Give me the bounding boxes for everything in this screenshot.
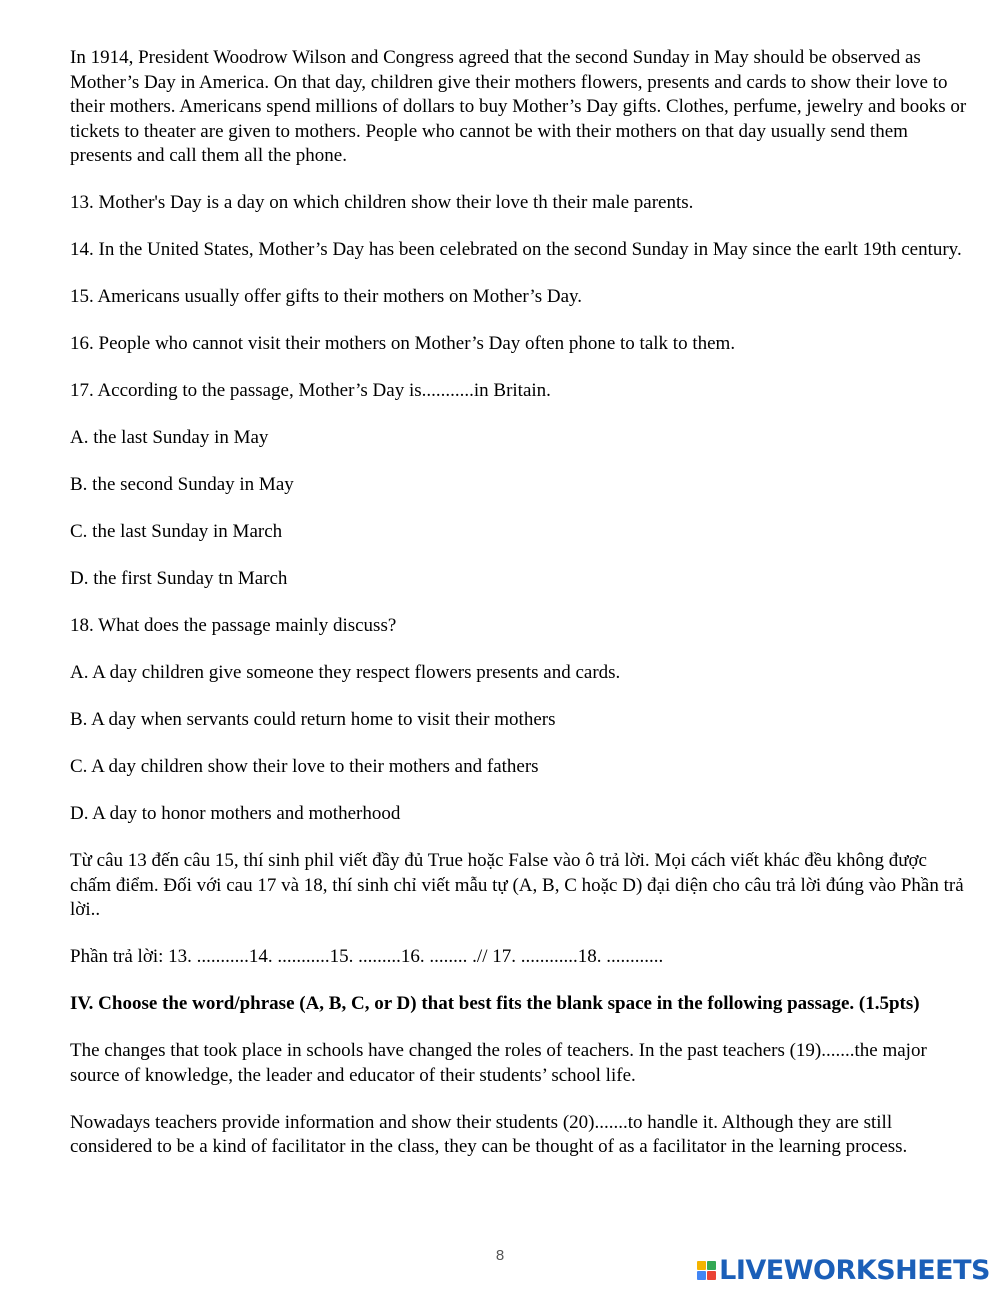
question-18-option-b: B. A day when servants could return home to visit their mothers xyxy=(70,709,556,730)
liveworksheets-logo xyxy=(697,1255,990,1286)
question-13: 13. Mother's Day is a day on which children show their love th their male parents. xyxy=(70,192,694,213)
logo-block xyxy=(707,1271,716,1280)
instructions-text: Từ câu 13 đến câu 15, thí sinh phil viết đầy đủ True hoặc False vào ô trả lời. Mọi cách viết khác đều không được chấm điểm. Đối với cau 17 và 18, thí sinh chỉ viết mẫu tự (A, B, C hoặc D) đại diện cho câu trả lời đúng vào Phần trả lời.. xyxy=(70,850,964,920)
question-17-option-c: C. the last Sunday in March xyxy=(70,521,283,542)
question-18-option-c: C. A day children show their love to their mothers and fathers xyxy=(70,756,539,777)
section-4-heading: IV. Choose the word/phrase (A, B, C, or D) that best fits the blank space in the following passage. (1.5pts) xyxy=(70,993,920,1014)
reading-passage: In 1914, President Woodrow Wilson and Congress agreed that the second Sunday in May should be observed as Mother’s Day in America. On that day, children give their mothers flowers, presents and cards to show their love to their mothers. Americans spend millions of dollars to buy Mother’s Day gifts. Clothes, perfume, jewelry and books or tickets to theater are given to mothers. People who cannot be with their mothers on that day usually send them presents and call them all the phone. xyxy=(70,47,967,166)
question-18-stem: 18. What does the passage mainly discuss? xyxy=(70,615,397,636)
question-17-option-d: D. the first Sunday tn March xyxy=(70,568,288,589)
logo-block xyxy=(707,1261,716,1270)
logo-blocks-icon xyxy=(697,1261,716,1280)
question-15: 15. Americans usually offer gifts to their mothers on Mother’s Day. xyxy=(70,286,583,307)
question-18-option-d: D. A day to honor mothers and motherhood xyxy=(70,803,401,824)
section-4-paragraph-2: Nowadays teachers provide information and show their students (20).......to handle it. Although they are still considered to be a kind of facilitator in the class, they can be thought of as a facilitator in the learning process. xyxy=(70,1111,908,1157)
question-17-stem: 17. According to the passage, Mother’s Day is...........in Britain. xyxy=(70,380,551,401)
question-14: 14. In the United States, Mother’s Day has been celebrated on the second Sunday in May since the earlt 19th century. xyxy=(70,239,962,260)
answer-line: Phần trả lời: 13. ...........14. ...........15. .........16. ........ .// 17. ............18. ............ xyxy=(70,946,664,967)
worksheet-page xyxy=(70,46,970,1182)
section-4-paragraph-1: The changes that took place in schools have changed the roles of teachers. In the past teachers (19).......the major source of knowledge, the leader and educator of their students’ school life. xyxy=(70,1040,927,1086)
question-17-option-b: B. the second Sunday in May xyxy=(70,474,294,495)
logo-block xyxy=(697,1271,706,1280)
question-17-option-a: A. the last Sunday in May xyxy=(70,427,269,448)
question-16: 16. People who cannot visit their mothers on Mother’s Day often phone to talk to them. xyxy=(70,333,736,354)
logo-text: LIVEWORKSHEETS xyxy=(719,1255,990,1286)
page-number: 8 xyxy=(495,1247,505,1264)
logo-block xyxy=(697,1261,706,1270)
question-18-option-a: A. A day children give someone they respect flowers presents and cards. xyxy=(70,662,621,683)
